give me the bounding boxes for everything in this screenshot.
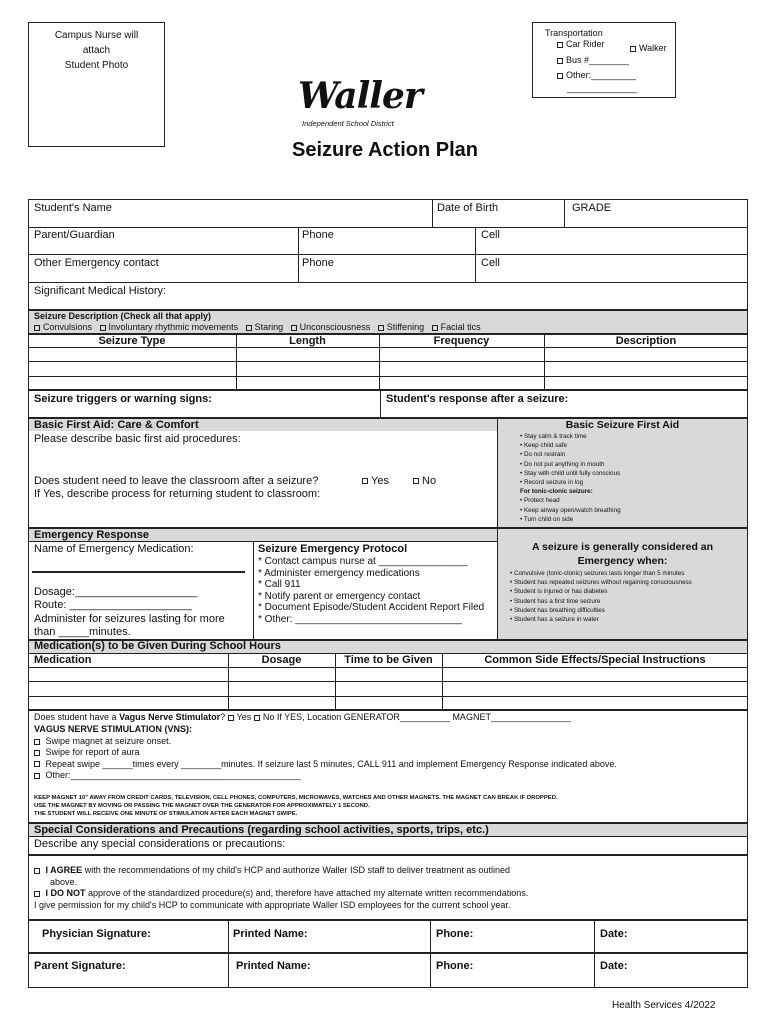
vns-item-checkbox[interactable] (34, 739, 40, 745)
convulsions-label: Convulsions (43, 322, 93, 332)
col-description: Description (615, 335, 677, 347)
other-transport-blank: ______________ (567, 83, 638, 93)
other-transport-option[interactable] (557, 70, 636, 80)
convulsions-option[interactable] (34, 322, 92, 332)
photo-box-line2: attach (82, 45, 111, 56)
leave-yes-option[interactable] (362, 475, 389, 488)
dosage-field[interactable]: Dosage:____________________ (34, 586, 198, 598)
vns-instructions-list (34, 736, 617, 782)
emergency-criteria-item: • Student has a first time seizure (510, 597, 601, 605)
parent-date-field[interactable]: Date: (600, 960, 628, 972)
first-aid-describe-field[interactable]: Please describe basic first aid procedures: (34, 433, 241, 445)
leave-yes-label: Yes (371, 475, 389, 487)
protocol-item: * Document Episode/Student Accident Report Filed (258, 602, 485, 614)
emergency-criteria-item: • Student is injured or has diabetes (510, 588, 608, 596)
parent-cell-field[interactable]: Cell (481, 229, 500, 241)
walker-label: Walker (639, 43, 667, 53)
col-dosage: Dosage (261, 654, 302, 666)
form-title: Seizure Action Plan (292, 139, 478, 161)
magnet-warning-1: KEEP MAGNET 10" AWAY FROM CREDIT CARDS, TELEVISION, CELL PHONES, COMPUTERS, MICROWAVES, WATCHES AND OTHER MAGNETS. THE MAGNET CAN BREAK IF DROPPED. (34, 795, 558, 801)
walker-option[interactable] (630, 43, 667, 53)
route-field[interactable]: Route: ____________________ (34, 599, 192, 611)
seizure-description-heading: Seizure Description (Check all that apply) (34, 311, 212, 321)
emergency-medication-field[interactable]: Name of Emergency Medication: (34, 543, 194, 555)
footer-version: Health Services 4/2022 (612, 1000, 716, 1011)
vns-question-bold: Vagus Nerve Stimulator (119, 712, 221, 722)
facial-tics-label: Facial tics (440, 322, 481, 332)
vns-item-checkbox[interactable] (34, 750, 40, 756)
bus-label: Bus #________ (566, 55, 630, 65)
vns-item-checkbox[interactable] (34, 773, 40, 779)
basic-first-aid-list (520, 432, 621, 524)
magnet-warning-2: USE THE MAGNET BY MOVING OR PASSING THE MAGNET OVER THE GENERATOR FOR APPROXIMATELY 1 SECOND. (34, 803, 370, 809)
dob-field[interactable]: Date of Birth (437, 202, 499, 214)
basic-first-aid-title: Basic Seizure First Aid (565, 419, 680, 431)
col-frequency: Frequency (433, 335, 490, 347)
col-time-given: Time to be Given (344, 654, 433, 666)
disagree-checkbox[interactable] (34, 891, 40, 897)
first-aid-item: • Do not restrain (520, 451, 566, 459)
other-transport-checkbox[interactable] (557, 73, 563, 79)
col-medication: Medication (34, 654, 92, 666)
first-aid-item: • Keep airway open/watch breathing (520, 506, 621, 514)
parent-phone-field[interactable]: Phone: (436, 960, 474, 972)
emergency-criteria-title-2: Emergency when: (577, 555, 668, 567)
vns-no-label: No If YES, Location GENERATOR__________ MAGNET________________ (262, 712, 572, 722)
logo-wordmark: Waller (298, 75, 422, 117)
disagree-option[interactable] (34, 888, 528, 898)
emergency-cell-field[interactable]: Cell (481, 257, 500, 269)
parent-phone-field[interactable]: Phone (302, 229, 334, 241)
vns-question (34, 712, 571, 722)
parent-guardian-field[interactable]: Parent/Guardian (34, 229, 115, 241)
physician-date-field[interactable]: Date: (600, 928, 628, 940)
grade-field[interactable]: GRADE (572, 202, 612, 214)
vns-item-checkbox[interactable] (34, 761, 40, 767)
medications-heading: Medication(s) to be Given During School Hours (34, 640, 281, 652)
agree-bold: I AGREE (45, 865, 83, 875)
vns-item[interactable]: Swipe for report of aura (34, 747, 617, 758)
walker-checkbox[interactable] (630, 46, 636, 52)
vns-yes-label: Yes (236, 712, 252, 722)
protocol-item: * Other: ______________________________ (258, 613, 463, 625)
stiffening-checkbox[interactable] (378, 325, 384, 331)
emergency-criteria-title-1: A seizure is generally considered an (531, 541, 714, 553)
emergency-criteria-item: • Student has breathing difficulties (510, 606, 605, 614)
protocol-item: * Notify parent or emergency contact (258, 590, 421, 602)
physician-phone-field[interactable]: Phone: (436, 928, 474, 940)
agree-text: with the recommendations of my child's HCP and authorize Waller ISD staff to deliver treatment as outlined (82, 865, 510, 875)
col-side-effects: Common Side Effects/Special Instructions (484, 654, 706, 666)
facial-tics-checkbox[interactable] (432, 325, 438, 331)
convulsions-checkbox[interactable] (34, 325, 40, 331)
involuntary-checkbox[interactable] (100, 325, 106, 331)
student-name-field[interactable]: Student's Name (34, 202, 112, 214)
waller-isd-logo (296, 75, 436, 130)
unconsciousness-checkbox[interactable] (291, 325, 297, 331)
vns-item[interactable]: Other:______________________________________________ (34, 770, 617, 781)
tonic-clonic-heading: For tonic-clonic seizure: (520, 488, 593, 496)
vns-no-checkbox[interactable] (254, 715, 260, 721)
post-seizure-response-field[interactable]: Student's response after a seizure: (386, 393, 569, 405)
col-length: Length (289, 335, 326, 347)
physician-printed-name-field[interactable]: Printed Name: (233, 928, 308, 940)
unconsciousness-option[interactable] (291, 322, 371, 332)
facial-tics-option[interactable] (432, 322, 481, 332)
bus-checkbox[interactable] (557, 58, 563, 64)
protocol-item: * Call 911 (258, 579, 301, 591)
staring-checkbox[interactable] (246, 325, 252, 331)
staring-option[interactable] (246, 322, 284, 332)
vns-question-rest: ? (220, 712, 228, 722)
leave-classroom-question: Does student need to leave the classroom after a seizure? (34, 475, 319, 487)
special-considerations-field[interactable]: Describe any special considerations or precautions: (34, 838, 286, 850)
agree-checkbox[interactable] (34, 868, 40, 874)
first-aid-item: • Record seizure in log (520, 479, 584, 487)
emergency-protocol-title: Seizure Emergency Protocol (258, 543, 408, 555)
first-aid-item: • Protect head (520, 497, 560, 505)
first-aid-heading: Basic First Aid: Care & Comfort (34, 419, 199, 431)
car-rider-option[interactable] (557, 39, 605, 49)
first-aid-item: • Stay with child until fully conscious (520, 469, 621, 477)
stiffening-option[interactable] (378, 322, 424, 332)
first-aid-item: • Turn child on side (520, 515, 574, 523)
medical-history-field[interactable]: Significant Medical History: (34, 285, 167, 297)
protocol-item: * Administer emergency medications (258, 567, 420, 579)
return-process-field[interactable]: If Yes, describe process for returning student to classroom: (34, 488, 321, 500)
magnet-warning-3: THE STUDENT WILL RECEIVE ONE MINUTE OF STIMULATION AFTER EACH MAGNET SWIPE. (34, 811, 298, 817)
vns-yes-checkbox[interactable] (228, 715, 234, 721)
other-transport-label: Other:_________ (566, 70, 637, 80)
protocol-item: * Contact campus nurse at ________________ (258, 556, 468, 567)
transportation-box (532, 22, 676, 98)
emergency-criteria-list (510, 569, 692, 624)
triggers-field[interactable]: Seizure triggers or warning signs: (34, 393, 212, 405)
staring-label: Staring (254, 322, 284, 332)
disagree-bold: I DO NOT (45, 888, 86, 898)
vns-item[interactable]: Swipe magnet at seizure onset. (34, 736, 617, 747)
car-rider-label: Car Rider (566, 39, 605, 49)
administer-minutes-field[interactable]: than _____minutes. (34, 626, 131, 638)
photo-box-line3: Student Photo (64, 60, 129, 71)
parent-signature-field[interactable]: Parent Signature: (34, 960, 126, 972)
agree-option[interactable] (34, 865, 510, 875)
emergency-protocol-list (258, 556, 484, 626)
leave-no-option[interactable] (413, 475, 436, 488)
col-seizure-type: Seizure Type (98, 335, 166, 347)
involuntary-label: Involuntary rhythmic movements (108, 322, 239, 332)
leave-no-checkbox[interactable] (413, 478, 419, 484)
involuntary-option[interactable] (100, 322, 239, 332)
vns-heading: VAGUS NERVE STIMULATION (VNS): (34, 724, 193, 734)
emergency-phone-field[interactable]: Phone (302, 257, 334, 269)
emergency-contact-field[interactable]: Other Emergency contact (34, 257, 159, 269)
seizure-options-row (34, 322, 481, 332)
first-aid-item: • Do not put anything in mouth (520, 460, 605, 468)
special-considerations-heading: Special Considerations and Precautions (regarding school activities, sports, trips, etc.) (34, 824, 489, 836)
emergency-criteria-item: • Student has a seizure in water (510, 616, 599, 624)
emergency-criteria-item: • Convulsive (tonic-clonic) seizures lasts longer than 5 minutes (510, 570, 685, 577)
stiffening-label: Stiffening (386, 322, 425, 332)
transportation-title: Transportation (545, 28, 603, 38)
disagree-text: approve of the standardized procedure(s) and, therefore have attached my alternate written recommendations. (85, 888, 529, 898)
photo-box-line1: Campus Nurse will (54, 30, 139, 41)
vns-item[interactable]: Repeat swipe ______times every ________minutes. If seizure last 5 minutes, CALL 911 and implement Emergency Response indicated above. (34, 759, 617, 770)
leave-no-label: No (422, 475, 437, 487)
leave-yes-checkbox[interactable] (362, 478, 368, 484)
bus-option[interactable] (557, 55, 629, 65)
emergency-criteria-item: • Student has repeated seizures without regaining consciousness (510, 579, 692, 587)
administer-duration-text: Administer for seizures lasting for more (34, 613, 225, 625)
vns-question-start: Does student have a (34, 712, 120, 722)
student-photo-box (28, 22, 165, 147)
physician-signature-field[interactable]: Physician Signature: (42, 928, 151, 940)
unconsciousness-label: Unconsciousness (299, 322, 371, 332)
car-rider-checkbox[interactable] (557, 42, 563, 48)
agree-continuation: above. (50, 877, 78, 887)
first-aid-item: • Stay calm & track time (520, 433, 587, 440)
parent-printed-name-field[interactable]: Printed Name: (236, 960, 311, 972)
first-aid-item: • Keep child safe (520, 442, 568, 450)
hcp-permission-text: I give permission for my child's HCP to communicate with appropriate Waller ISD employees for the current school year. (34, 900, 511, 910)
emergency-response-heading: Emergency Response (34, 529, 149, 541)
logo-subtitle: Independent School District (302, 119, 394, 128)
